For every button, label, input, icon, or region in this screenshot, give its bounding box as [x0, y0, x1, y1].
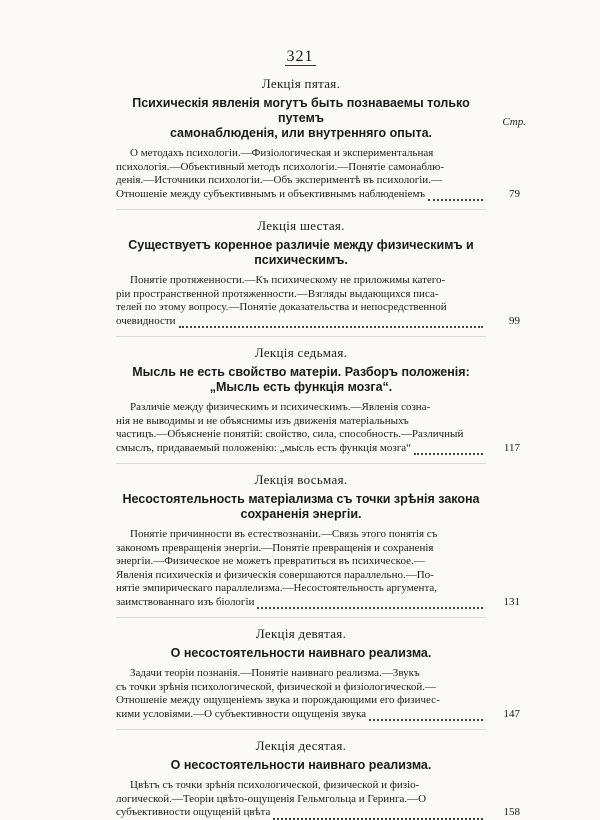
- lecture-heading: Лекція шестая.: [257, 218, 345, 233]
- summary-line: О методахъ психологіи.—Физіологическая и экспериментальная: [130, 147, 434, 159]
- summary-line: кими условіями.—О субъективности ощущенія звука: [116, 707, 367, 720]
- lecture-title-line: психическимъ.: [254, 253, 348, 267]
- lecture-title-line: Мысль не есть свойство матеріи. Разборъ положенія:: [132, 365, 470, 379]
- summary-line: закономъ превращенія энергіи.—Понятіе превращенія и сохраненія: [116, 541, 434, 554]
- table-of-contents: [116, 68, 526, 820]
- lecture-entry: [116, 209, 520, 328]
- summary-line: Отношеніе между субъективнымъ и объективнымъ наблюденіемъ: [116, 187, 426, 200]
- summary-line: психологія.—Объективный методъ психологіи.—Понятіе самонаблю-: [116, 160, 445, 173]
- lecture-summary: [116, 779, 520, 820]
- section-divider: [116, 617, 486, 618]
- section-divider: [116, 336, 486, 337]
- summary-line: Явленія психическія и физическія совершаются параллельно.—По-: [116, 568, 434, 581]
- lecture-heading: Лекція восьмая.: [254, 472, 348, 487]
- lecture-summary: [116, 667, 520, 721]
- summary-line: Задачи теоріи познанія.—Понятіе наивнаго реализма.—Звукъ: [130, 667, 420, 679]
- summary-line: смыслъ, придаваемый положенію: „мысль есть функція мозга“: [116, 441, 412, 454]
- summary-line: заимствованнаго изъ біологіи: [116, 595, 255, 608]
- summary-line: очевидности: [116, 314, 176, 327]
- dot-leader: [428, 190, 483, 201]
- dot-leader: [273, 809, 483, 820]
- page-reference: 117: [503, 441, 520, 454]
- lecture-entry: [116, 463, 520, 609]
- lecture-heading: Лекція седьмая.: [254, 345, 348, 360]
- summary-line: Различіе между физическимъ и психическимъ.—Явленія созна-: [130, 401, 431, 413]
- dot-leader: [414, 444, 483, 455]
- dot-leader: [179, 317, 483, 328]
- summary-last-line: [116, 806, 486, 820]
- lecture-heading: Лекція десятая.: [255, 738, 347, 753]
- page-reference: 158: [503, 806, 520, 818]
- lecture-title: [116, 365, 486, 395]
- page-reference: 147: [503, 707, 520, 720]
- summary-line: Цвѣтъ съ точки зрѣнія психологической, физической и физіо-: [130, 779, 420, 791]
- page-reference: 131: [503, 595, 520, 608]
- page-number: 321: [286, 48, 314, 65]
- summary-last-line: [116, 708, 486, 722]
- page-column-label: Стр.: [502, 116, 526, 128]
- lecture-entry: [116, 729, 520, 820]
- summary-last-line: [116, 442, 486, 456]
- lecture-heading: Лекція девятая.: [255, 626, 347, 641]
- page-reference: 99: [509, 314, 520, 327]
- summary-line: ріи пространственной протяженности.—Взгляды выдающихся писа-: [116, 287, 439, 300]
- lecture-title: [116, 758, 486, 773]
- summary-line: энергіи.—Физическое не можетъ превратиться въ психическое.—: [116, 555, 425, 567]
- summary-line: Понятіе протяженности.—Къ психическому не приложимы катего-: [130, 274, 446, 286]
- lecture-title-line: самонаблюденія, или внутренняго опыта.: [169, 126, 433, 140]
- lecture-summary: [116, 147, 520, 201]
- lecture-title-line: Существуетъ коренное различіе между физическимъ и: [128, 238, 474, 252]
- lecture-summary: [116, 401, 520, 455]
- dot-leader: [369, 710, 483, 721]
- lecture-summary: [116, 274, 520, 328]
- lecture-title-line: Несостоятельность матеріализма съ точки зрѣнія закона: [122, 492, 480, 506]
- lecture-title-line: О несостоятельности наивнаго реализма.: [170, 646, 432, 660]
- lecture-title-line: О несостоятельности наивнаго реализма.: [170, 758, 432, 772]
- summary-line: Понятіе причинности въ естествознаніи.—Связь этого понятія съ: [130, 528, 438, 540]
- lecture-entry: [116, 336, 520, 455]
- dot-leader: [257, 598, 483, 609]
- section-divider: [116, 463, 486, 464]
- summary-line: Отношеніе между ощущеніемъ звука и порождающими его физичес-: [116, 694, 440, 706]
- lecture-title-line: Психическія явленія могутъ быть познаваемы только путемъ: [132, 96, 470, 125]
- lecture-title-line: „Мысль есть функція мозга“.: [209, 380, 393, 394]
- summary-last-line: [116, 315, 486, 329]
- lecture-heading: Лекція пятая.: [261, 76, 341, 91]
- summary-line: частицъ.—Объясненіе понятій: свойство, сила, способность.—Различный: [116, 428, 464, 440]
- section-divider: [116, 729, 486, 730]
- summary-line: субъективности ощущеній цвѣта: [116, 806, 271, 818]
- lecture-title: [116, 492, 486, 522]
- summary-line: денія.—Источники психологіи.—Объ экспериментѣ въ психологіи.—: [116, 174, 442, 186]
- lecture-title: [116, 646, 486, 661]
- summary-line: нія не выводимы и не объяснимы изъ движенія матеріальныхъ: [116, 414, 409, 427]
- page-reference: 79: [509, 187, 520, 200]
- section-divider: [116, 209, 486, 210]
- lecture-title: [116, 238, 486, 268]
- summary-line: телей по этому вопросу.—Понятіе доказательства и непосредственной: [116, 301, 447, 313]
- summary-last-line: [116, 188, 486, 202]
- summary-line: нятіе эмпирическаго параллелизма.—Несостоятельность аргумента,: [116, 582, 438, 594]
- lecture-summary: [116, 528, 520, 609]
- summary-line: съ точки зрѣнія психологической, физической и физіологической.—: [116, 680, 437, 693]
- lecture-title-line: сохраненія энергіи.: [240, 507, 362, 521]
- lecture-entry: [116, 617, 520, 721]
- summary-line: логической.—Теоріи цвѣто-ощущенія Гельмгольца и Геринга.—О: [116, 792, 427, 805]
- lecture-title: [116, 96, 486, 141]
- summary-last-line: [116, 596, 486, 610]
